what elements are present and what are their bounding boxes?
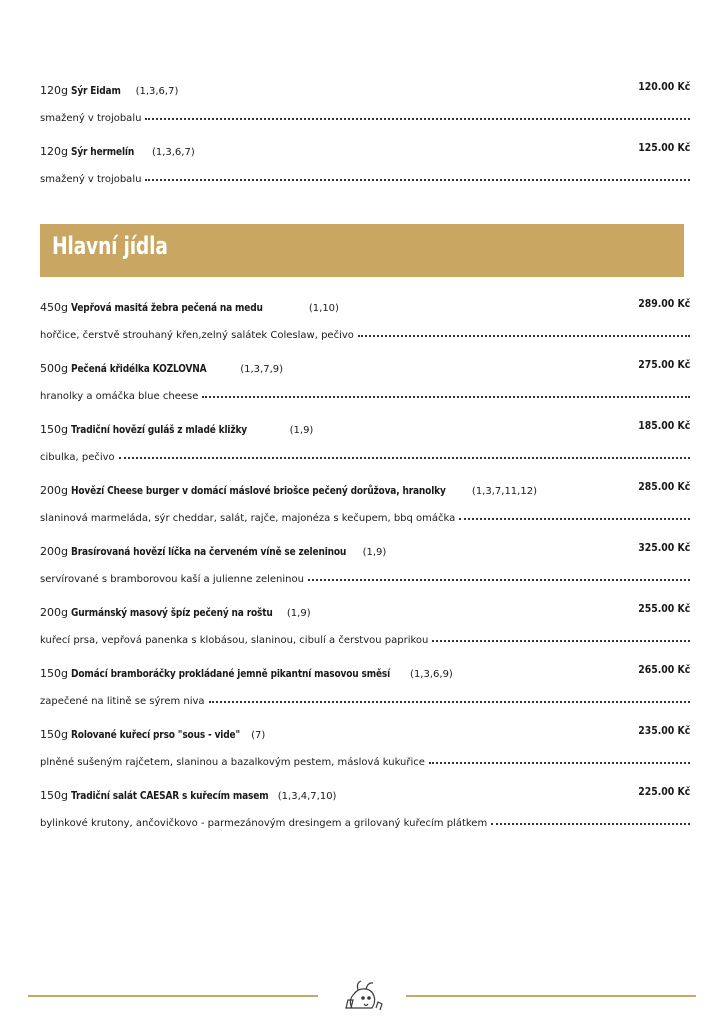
- menu-item-allergens: (1,3,7,9): [240, 364, 284, 375]
- dot-leader: [491, 823, 690, 825]
- menu-item-weight: 500g: [40, 362, 68, 375]
- menu-item-price: 185.00 Kč: [637, 419, 690, 432]
- menu-item-title-line: [40, 667, 453, 680]
- menu-item-price: 275.00 Kč: [637, 358, 690, 371]
- menu-item-description-line: [40, 632, 690, 646]
- menu-item-description-line: [40, 571, 690, 585]
- menu-item-description: kuřecí prsa, vepřová panenka s klobásou, slaninou, cibulí a čerstvou paprikou: [40, 635, 429, 646]
- menu-item-allergens: (1,9): [362, 547, 387, 558]
- menu-item-description-line: [40, 388, 690, 402]
- menu-item-name: Sýr hermelín: [71, 145, 135, 158]
- menu-item-allergens: (1,9): [286, 608, 311, 619]
- section-title: Hlavní jídla: [52, 232, 168, 260]
- menu-item-description: servírované s bramborovou kaší a julienne zeleninou: [40, 574, 304, 585]
- menu-item-allergens: (1,10): [308, 303, 339, 314]
- menu-item-weight: 450g: [40, 301, 68, 314]
- menu-item-name: Brasírovaná hovězí líčka na červeném víně se zeleninou: [71, 545, 347, 558]
- menu-item-name: Hovězí Cheese burger v domácí máslové briošce pečený dorůžova, hranolky: [71, 484, 447, 497]
- menu-item-description: hranolky a omáčka blue cheese: [40, 391, 199, 402]
- dot-leader: [145, 118, 690, 120]
- menu-item-description: smažený v trojobalu: [40, 174, 142, 185]
- menu-item-name: Tradiční hovězí guláš z mladé kližky: [71, 423, 248, 436]
- menu-item-price: 225.00 Kč: [637, 785, 690, 798]
- menu-item-weight: 200g: [40, 545, 68, 558]
- menu-item-price: 120.00 Kč: [637, 80, 690, 93]
- menu-item-weight: 120g: [40, 145, 68, 158]
- menu-item-weight: 200g: [40, 484, 68, 497]
- menu-item-name: Tradiční salát CAESAR s kuřecím masem: [71, 789, 269, 802]
- menu-item-price: 285.00 Kč: [637, 480, 690, 493]
- menu-item-weight: 150g: [40, 789, 68, 802]
- menu-item-description: zapečené na litině se sýrem niva: [40, 696, 205, 707]
- menu-item-title-line: [40, 545, 386, 558]
- menu-item-allergens: (1,3,6,7): [151, 147, 195, 158]
- menu-item-title-line: [40, 789, 336, 802]
- menu-item-description-line: [40, 693, 690, 707]
- menu-item-title-line: [40, 145, 195, 158]
- menu-item-description: bylinkové krutony, ančovičkovo - parmezánovým dresingem a grilovaný kuřecím plátkem: [40, 818, 488, 829]
- menu-item-price: 125.00 Kč: [637, 141, 690, 154]
- menu-item-weight: 150g: [40, 728, 68, 741]
- menu-item-name: Rolované kuřecí prso "sous - vide": [71, 728, 241, 741]
- menu-item-price: 265.00 Kč: [637, 663, 690, 676]
- dot-leader: [145, 179, 690, 181]
- menu-item-allergens: (1,3,6,9): [410, 669, 453, 680]
- dot-leader: [358, 335, 690, 337]
- menu-item-description: cibulka, pečivo: [40, 452, 115, 463]
- menu-item-description: hořčice, čerstvě strouhaný křen,zelný salátek Coleslaw, pečivo: [40, 330, 354, 341]
- menu-item-title-line: [40, 362, 283, 375]
- menu-item-price: 325.00 Kč: [637, 541, 690, 554]
- menu-item-description-line: [40, 110, 690, 124]
- menu-item-title-line: [40, 423, 313, 436]
- menu-item-description-line: [40, 754, 690, 768]
- menu-item-description: smažený v trojobalu: [40, 113, 142, 124]
- dot-leader: [119, 457, 690, 459]
- menu-item-title-line: [40, 301, 339, 314]
- menu-item-description-line: [40, 815, 690, 829]
- dot-leader: [429, 762, 690, 764]
- menu-item-allergens: (1,3,4,7,10): [277, 791, 337, 802]
- menu-item-description-line: [40, 510, 690, 524]
- menu-item-allergens: (7): [251, 730, 266, 741]
- menu-item-price: 255.00 Kč: [637, 602, 690, 615]
- menu-item-title-line: [40, 606, 311, 619]
- section-header-hlavni-jidla: [40, 224, 684, 277]
- footer-divider-right: [406, 995, 696, 997]
- menu-item-name: Gurmánský masový špíz pečený na roštu: [71, 606, 274, 619]
- dot-leader: [432, 640, 690, 642]
- menu-item-allergens: (1,3,7,11,12): [471, 486, 537, 497]
- menu-item-weight: 150g: [40, 423, 68, 436]
- dot-leader: [308, 579, 690, 581]
- dot-leader: [459, 518, 690, 520]
- menu-item-price: 235.00 Kč: [637, 724, 690, 737]
- menu-item-description: slaninová marmeláda, sýr cheddar, salát, rajče, majonéza s kečupem, bbq omáčka: [40, 513, 456, 524]
- menu-item-allergens: (1,9): [289, 425, 314, 436]
- menu-item-name: Domácí bramboráčky prokládané jemně pikantní masovou směsí: [71, 667, 391, 680]
- menu-item-title-line: [40, 728, 265, 741]
- dot-leader: [202, 396, 690, 398]
- dot-leader: [209, 701, 690, 703]
- menu-item-description-line: [40, 327, 690, 341]
- footer-divider-left: [28, 995, 318, 997]
- menu-item-allergens: (1,3,6,7): [135, 86, 179, 97]
- menu-item-weight: 120g: [40, 84, 68, 97]
- menu-item-title-line: [40, 84, 178, 97]
- menu-item-name: Pečená křidélka KOZLOVNA: [71, 362, 207, 375]
- goat-mascot-icon: [338, 978, 386, 1014]
- menu-item-name: Sýr Eidam: [71, 84, 122, 97]
- menu-item-title-line: [40, 484, 537, 497]
- menu-item-description: plněné sušeným rajčetem, slaninou a bazalkovým pestem, máslová kukuřice: [40, 757, 425, 768]
- menu-item-description-line: [40, 171, 690, 185]
- menu-item-name: Vepřová masitá žebra pečená na medu: [71, 301, 264, 314]
- menu-item-weight: 150g: [40, 667, 68, 680]
- menu-item-weight: 200g: [40, 606, 68, 619]
- menu-item-price: 289.00 Kč: [637, 297, 690, 310]
- menu-item-description-line: [40, 449, 690, 463]
